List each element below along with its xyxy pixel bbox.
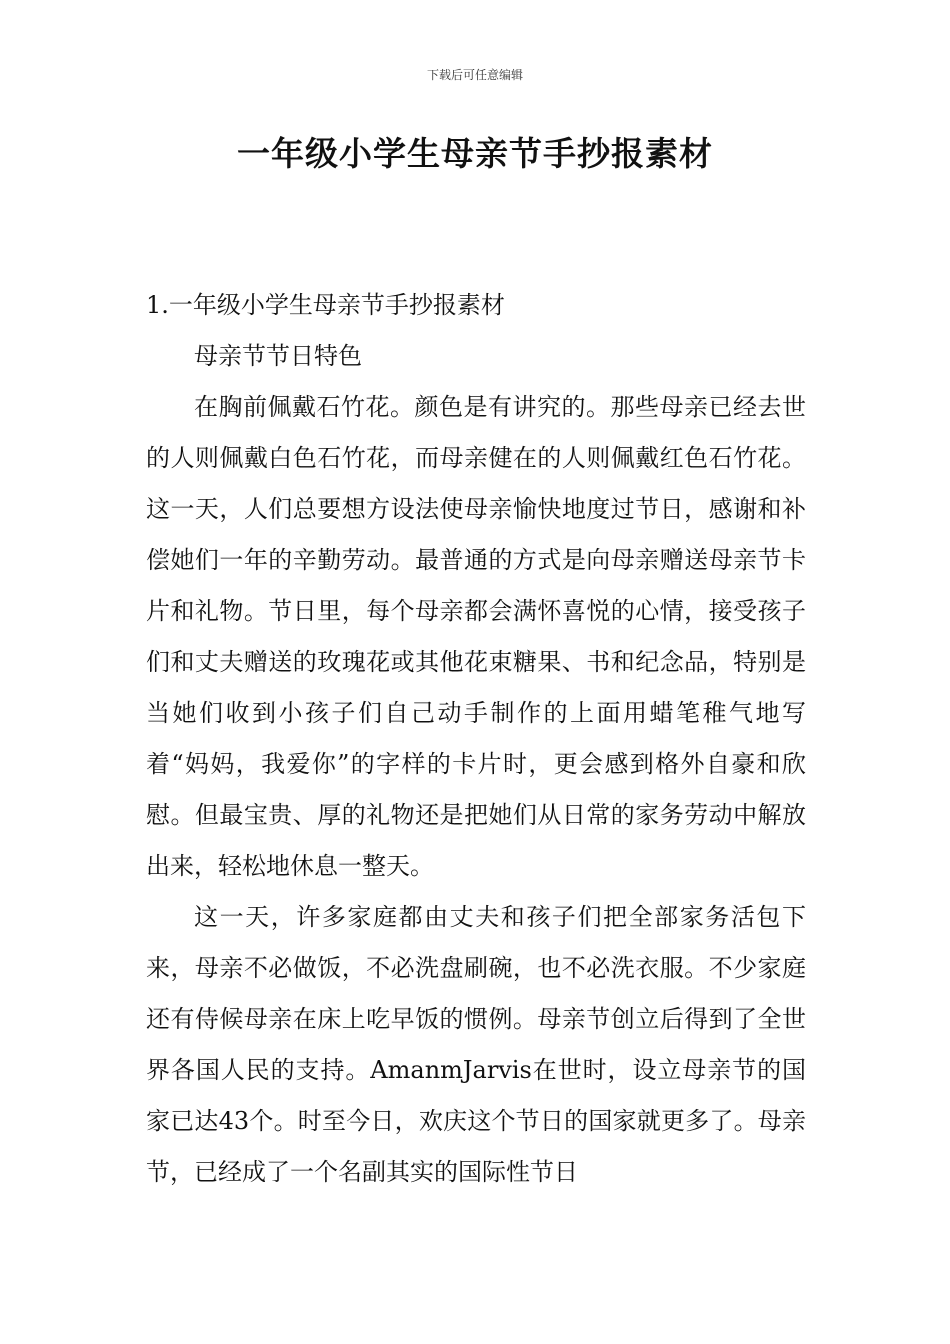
section-heading: 1.一年级小学生母亲节手抄报素材: [146, 291, 505, 319]
subheading: 母亲节节日特色: [194, 342, 362, 370]
paragraph-2: 这一天，许多家庭都由丈夫和孩子们把全部家务活包下来，母亲不必做饭，不必洗盘刷碗，也不必洗衣服。不少家庭还有侍候母亲在床上吃早饭的惯例。母亲节创立后得到了全世界各国人民的支持。AmanmJarvis在世时，设立母亲节的国家已达43个。时至今日，欢庆这个节日的国家就更多了。母亲节，已经成了一个名副其实的国际性节日: [146, 903, 806, 1186]
document-body: [146, 280, 806, 1198]
page-header-note: 下载后可任意编辑: [426, 68, 523, 82]
document-title: 一年级小学生母亲节手抄报素材: [237, 134, 713, 173]
paragraph-1: 在胸前佩戴石竹花。颜色是有讲究的。那些母亲已经去世的人则佩戴白色石竹花，而母亲健在的人则佩戴红色石竹花。这一天，人们总要想方设法使母亲愉快地度过节日，感谢和补偿她们一年的辛勤劳动。最普通的方式是向母亲赠送母亲节卡片和礼物。节日里，每个母亲都会满怀喜悦的心情，接受孩子们和丈夫赠送的玫瑰花或其他花束糖果、书和纪念品，特别是当她们收到小孩子们自己动手制作的上面用蜡笔稚气地写着“妈妈，我爱你”的字样的卡片时，更会感到格外自豪和欣慰。但最宝贵、厚的礼物还是把她们从日常的家务劳动中解放出来，轻松地休息一整天。: [146, 393, 806, 880]
